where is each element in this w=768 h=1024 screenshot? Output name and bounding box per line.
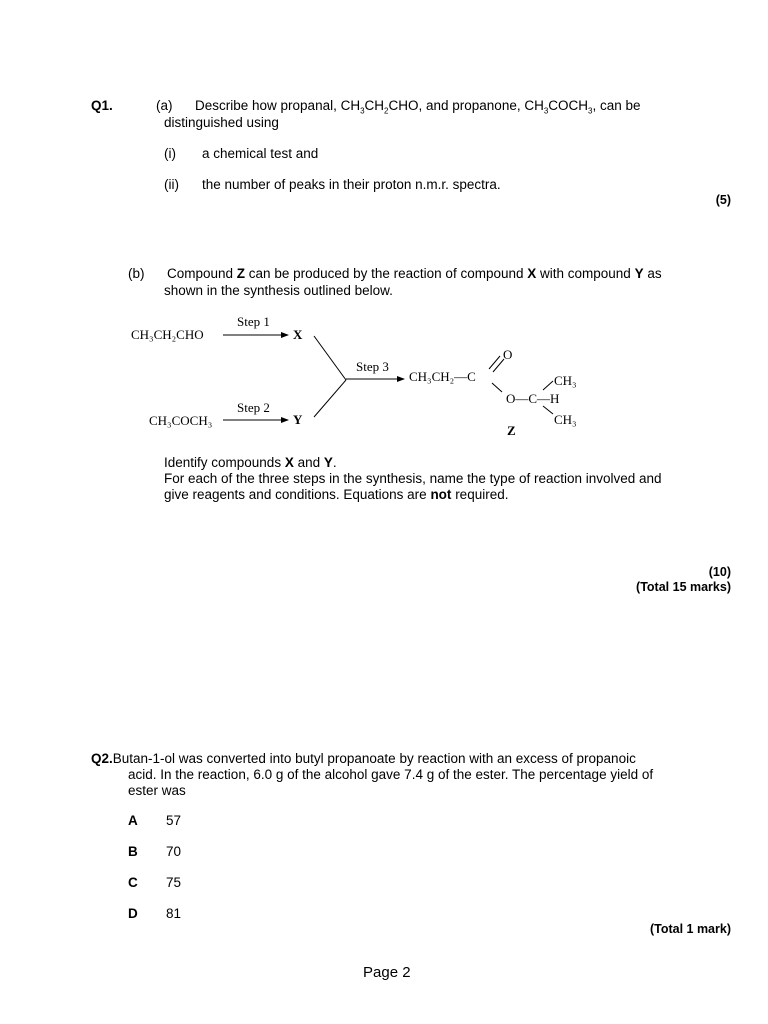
sub-3b: 3 — [543, 106, 549, 116]
q2-total: (Total 1 mark) — [649, 922, 731, 936]
q1b-identify — [164, 455, 337, 471]
sub-3c: 3 — [588, 106, 593, 116]
q1b-identify-y: Y — [323, 455, 333, 470]
q1a-item-i-text: a chemical test and — [202, 146, 319, 161]
q1a-intro-mid1: CH — [364, 98, 385, 113]
q1a-intro-pre: Describe how propanal, CH — [195, 98, 361, 113]
q1b-line1-pre: Compound — [167, 266, 237, 281]
scheme-ch3-bottom: CH₃ — [554, 412, 577, 427]
q2-option-b-value: 70 — [166, 844, 182, 859]
q1a-intro-mid3: COCH — [548, 98, 589, 113]
q1b-line1 — [167, 266, 662, 282]
q1b-identify-pre: Identify compounds — [164, 455, 285, 470]
scheme-o-top: O — [503, 347, 513, 362]
q2-option-d-label: D — [128, 906, 138, 921]
q1a-item-ii-label: (ii) — [164, 177, 179, 192]
q2-option-c-value: 75 — [166, 875, 182, 890]
q1b-para-line2 — [164, 487, 508, 503]
q2-option-b-label: B — [128, 844, 138, 859]
scheme-step2-label: Step 2 — [237, 400, 270, 415]
page-number: Page 2 — [363, 964, 411, 981]
q1b-label: (b) — [128, 266, 145, 281]
q2-option-a-value: 57 — [166, 813, 182, 828]
sub-3: 3 — [360, 106, 365, 116]
q2-line1-text: Butan-1-ol was converted into butyl propanoate by reaction with an excess of propanoic — [112, 751, 636, 766]
q1a-line2: distinguished using — [164, 115, 279, 130]
scheme-ch3-top-bond — [543, 381, 553, 390]
q2-option-a-label: A — [128, 813, 138, 828]
q2-line2: acid. In the reaction, 6.0 g of the alcohol gave 7.4 g of the ester. The percentage yield of — [128, 767, 654, 782]
scheme-step3-label: Step 3 — [356, 359, 389, 374]
scheme-y: Y — [293, 412, 303, 427]
scheme-ch3-top: CH₃ — [554, 373, 577, 388]
q1b-z: Z — [236, 266, 246, 281]
q1a-intro-post: , can be — [592, 98, 641, 113]
q1b-para-line2-post: required. — [451, 487, 509, 502]
q1b-line1-mid2: with compound — [536, 266, 635, 281]
q1b-identify-x: X — [284, 455, 294, 470]
synthesis-scheme — [0, 300, 768, 450]
scheme-start-propanone: CH₃COCH₃ — [149, 413, 213, 428]
q2-number: Q2. — [91, 751, 113, 766]
scheme-converge-bottom — [314, 380, 346, 417]
sub-2: 2 — [384, 106, 389, 116]
q1a-item-ii-text: the number of peaks in their proton n.m.r. spectra. — [202, 177, 501, 192]
scheme-step1-label: Step 1 — [237, 314, 270, 329]
scheme-start-propanal: CH₃CH₂CHO — [131, 327, 204, 342]
scheme-converge-top — [314, 336, 346, 380]
q1b-identify-mid: and — [293, 455, 324, 470]
q1a-intro-mid2: CHO, and propanone, CH — [388, 98, 544, 113]
scheme-o-ester: O—C—H — [506, 391, 560, 406]
q2-line3: ester was — [128, 783, 186, 798]
q1b-identify-post: . — [332, 455, 337, 470]
q1b-marks: (10) — [708, 565, 731, 579]
q2-option-d-value: 81 — [166, 906, 182, 921]
q1b-y: Y — [634, 266, 644, 281]
scheme-z: Z — [507, 423, 516, 438]
scheme-product-left: CH₃CH₂—C — [409, 369, 476, 384]
q1b-line1-post: as — [643, 266, 662, 281]
scheme-x: X — [293, 327, 303, 342]
q1b-line2: shown in the synthesis outlined below. — [164, 283, 393, 298]
q1b-para-line1: For each of the three steps in the synthesis, name the type of reaction involved and — [164, 471, 662, 486]
scheme-ch3-bottom-bond — [543, 406, 553, 414]
q1a-marks: (5) — [715, 193, 731, 207]
q2-option-c-label: C — [128, 875, 138, 890]
q2-line1 — [91, 751, 636, 767]
q1b-not: not — [430, 487, 452, 502]
q1a-item-i-label: (i) — [164, 146, 176, 161]
q1a-label: (a) — [156, 98, 173, 113]
q1b-line1-mid1: can be produced by the reaction of compound — [245, 266, 528, 281]
q1b-x: X — [527, 266, 537, 281]
q1-number: Q1. — [91, 98, 113, 113]
q1-total: (Total 15 marks) — [636, 580, 731, 594]
scheme-c-o-bond — [492, 383, 502, 392]
q1b-para-line2-pre: give reagents and conditions. Equations are — [164, 487, 431, 502]
scheme-double-bond-1 — [489, 356, 500, 369]
